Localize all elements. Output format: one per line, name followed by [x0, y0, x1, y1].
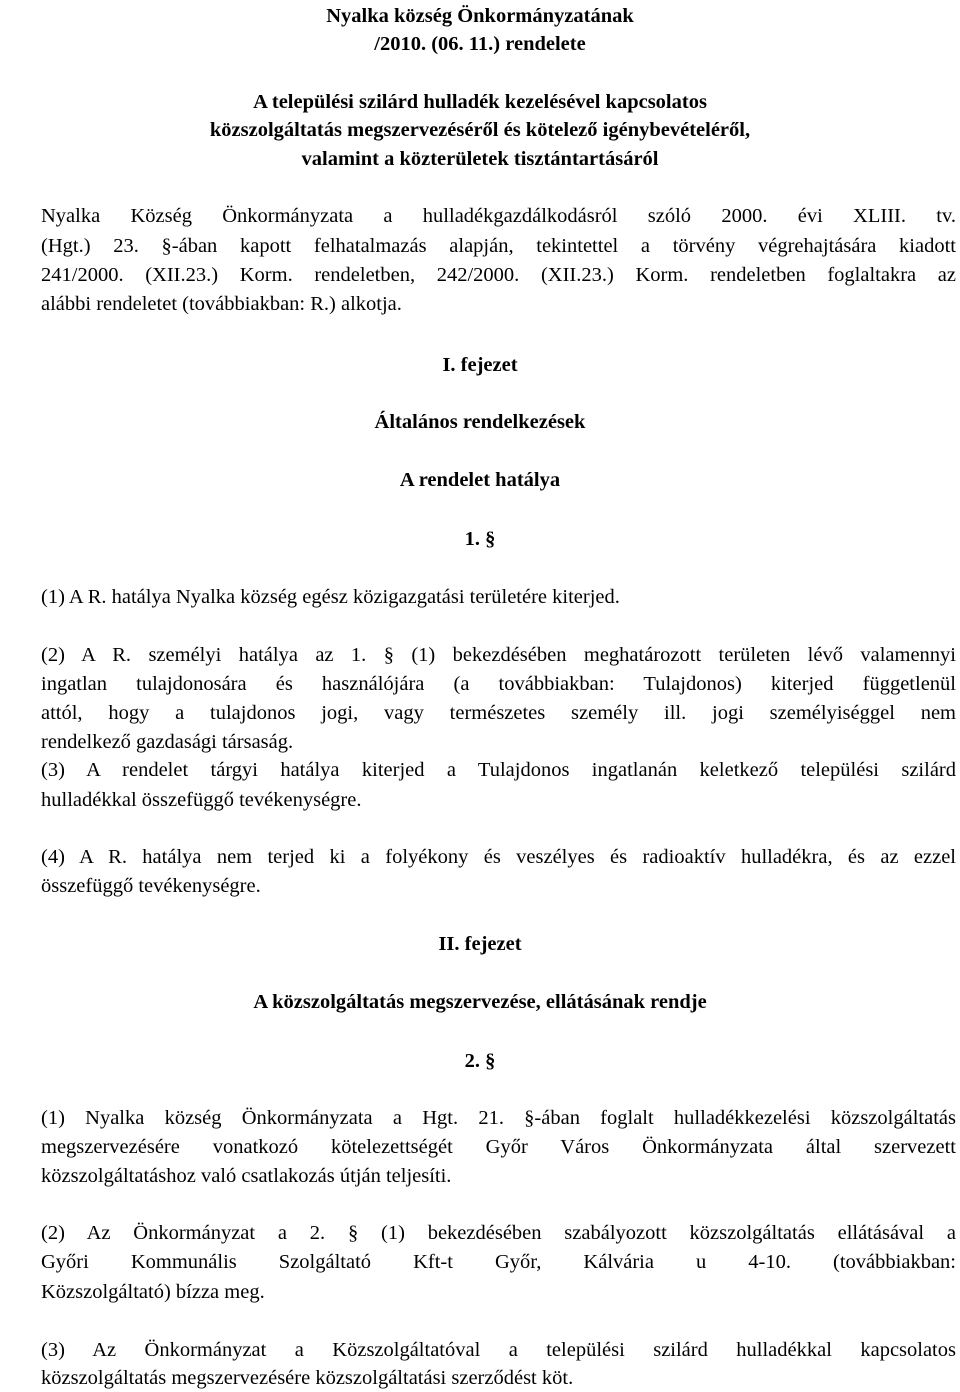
title-line-2: /2010. (06. 11.) rendelete: [374, 33, 586, 55]
section-2-para-2-line-3: Közszolgáltató) bízza meg.: [41, 1281, 265, 1303]
section-2-para-2-line-1: (2) Az Önkormányzat a 2. § (1) bekezdésében szabályozott közszolgáltatás ellátásával a: [41, 1222, 956, 1244]
chapter-1-title: Általános rendelkezések: [374, 411, 586, 433]
section-2-para-1-line-3: közszolgáltatáshoz való csatlakozás útján teljesíti.: [41, 1165, 452, 1187]
section-1-para-1-line-1: (1) A R. hatálya Nyalka község egész közigazgatási területére kiterjed.: [41, 586, 620, 608]
section-1-para-2-line-3: attól, hogy a tulajdonos jogi, vagy természetes személy ill. jogi személyiséggel nem: [41, 702, 956, 724]
section-1-para-4-line-2: összefüggő tevékenységre.: [41, 875, 261, 897]
preamble-line-3: 241/2000. (XII.23.) Korm. rendeletben, 242/2000. (XII.23.) Korm. rendeletben foglaltakra az: [41, 264, 956, 286]
section-1-para-4-line-1: (4) A R. hatálya nem terjed ki a folyékony és veszélyes és radioaktív hulladékra, és az ezzel: [41, 846, 956, 868]
preamble-line-2: (Hgt.) 23. §-ában kapott felhatalmazás alapján, tekintettel a törvény végrehajtására kiadott: [41, 235, 956, 257]
chapter-1-number: I. fejezet: [442, 354, 518, 376]
chapter-2-number: II. fejezet: [438, 933, 522, 955]
chapter-1-subtitle: A rendelet hatálya: [399, 469, 561, 491]
section-1-para-3-line-2: hulladékkal összefüggő tevékenységre.: [41, 789, 362, 811]
section-1-para-3-line-1: (3) A rendelet tárgyi hatálya kiterjed a Tulajdonos ingatlanán keletkező települési szilárd: [41, 759, 956, 781]
chapter-2-title: A közszolgáltatás megszervezése, ellátásának rendje: [253, 991, 707, 1013]
preamble-line-1: Nyalka Község Önkormányzata a hulladékgazdálkodásról szóló 2000. évi XLIII. tv.: [41, 205, 956, 227]
section-1-heading: 1. §: [464, 528, 496, 550]
preamble-line-4: alábbi rendeletet (továbbiakban: R.) alkotja.: [41, 293, 402, 315]
subject-line-2: közszolgáltatás megszervezéséről és kötelező igénybevételéről,: [209, 119, 751, 141]
section-2-para-3-line-1: (3) Az Önkormányzat a Közszolgáltatóval a települési szilárd hulladékkal kapcsolatos: [41, 1339, 956, 1361]
section-1-para-2-line-2: ingatlan tulajdonosára és használójára (a továbbiakban: Tulajdonos) kiterjed függetlenül: [41, 673, 956, 695]
section-1-para-2-line-1: (2) A R. személyi hatálya az 1. § (1) bekezdésében meghatározott területen lévő valamennyi: [41, 644, 956, 666]
section-2-heading: 2. §: [464, 1050, 496, 1072]
section-2-para-2-line-2: Győri Kommunális Szolgáltató Kft-t Győr, Kálvária u 4-10. (továbbiakban:: [41, 1251, 956, 1273]
subject-line-1: A települési szilárd hulladék kezelésével kapcsolatos: [253, 91, 707, 113]
section-1-para-2-line-4: rendelkező gazdasági társaság.: [41, 731, 294, 753]
section-2-para-1-line-2: megszervezésére vonatkozó kötelezettségét Győr Város Önkormányzata által szervezett: [41, 1136, 956, 1158]
section-2-para-1-line-1: (1) Nyalka község Önkormányzata a Hgt. 21. §-ában foglalt hulladékkezelési közszolgáltatás: [41, 1107, 956, 1129]
subject-line-3: valamint a közterületek tisztántartásáról: [301, 148, 659, 170]
title-line-1: Nyalka község Önkormányzatának: [326, 5, 634, 27]
section-2-para-3-line-2: közszolgáltatás megszervezésére közszolgáltatási szerződést köt.: [41, 1367, 574, 1389]
